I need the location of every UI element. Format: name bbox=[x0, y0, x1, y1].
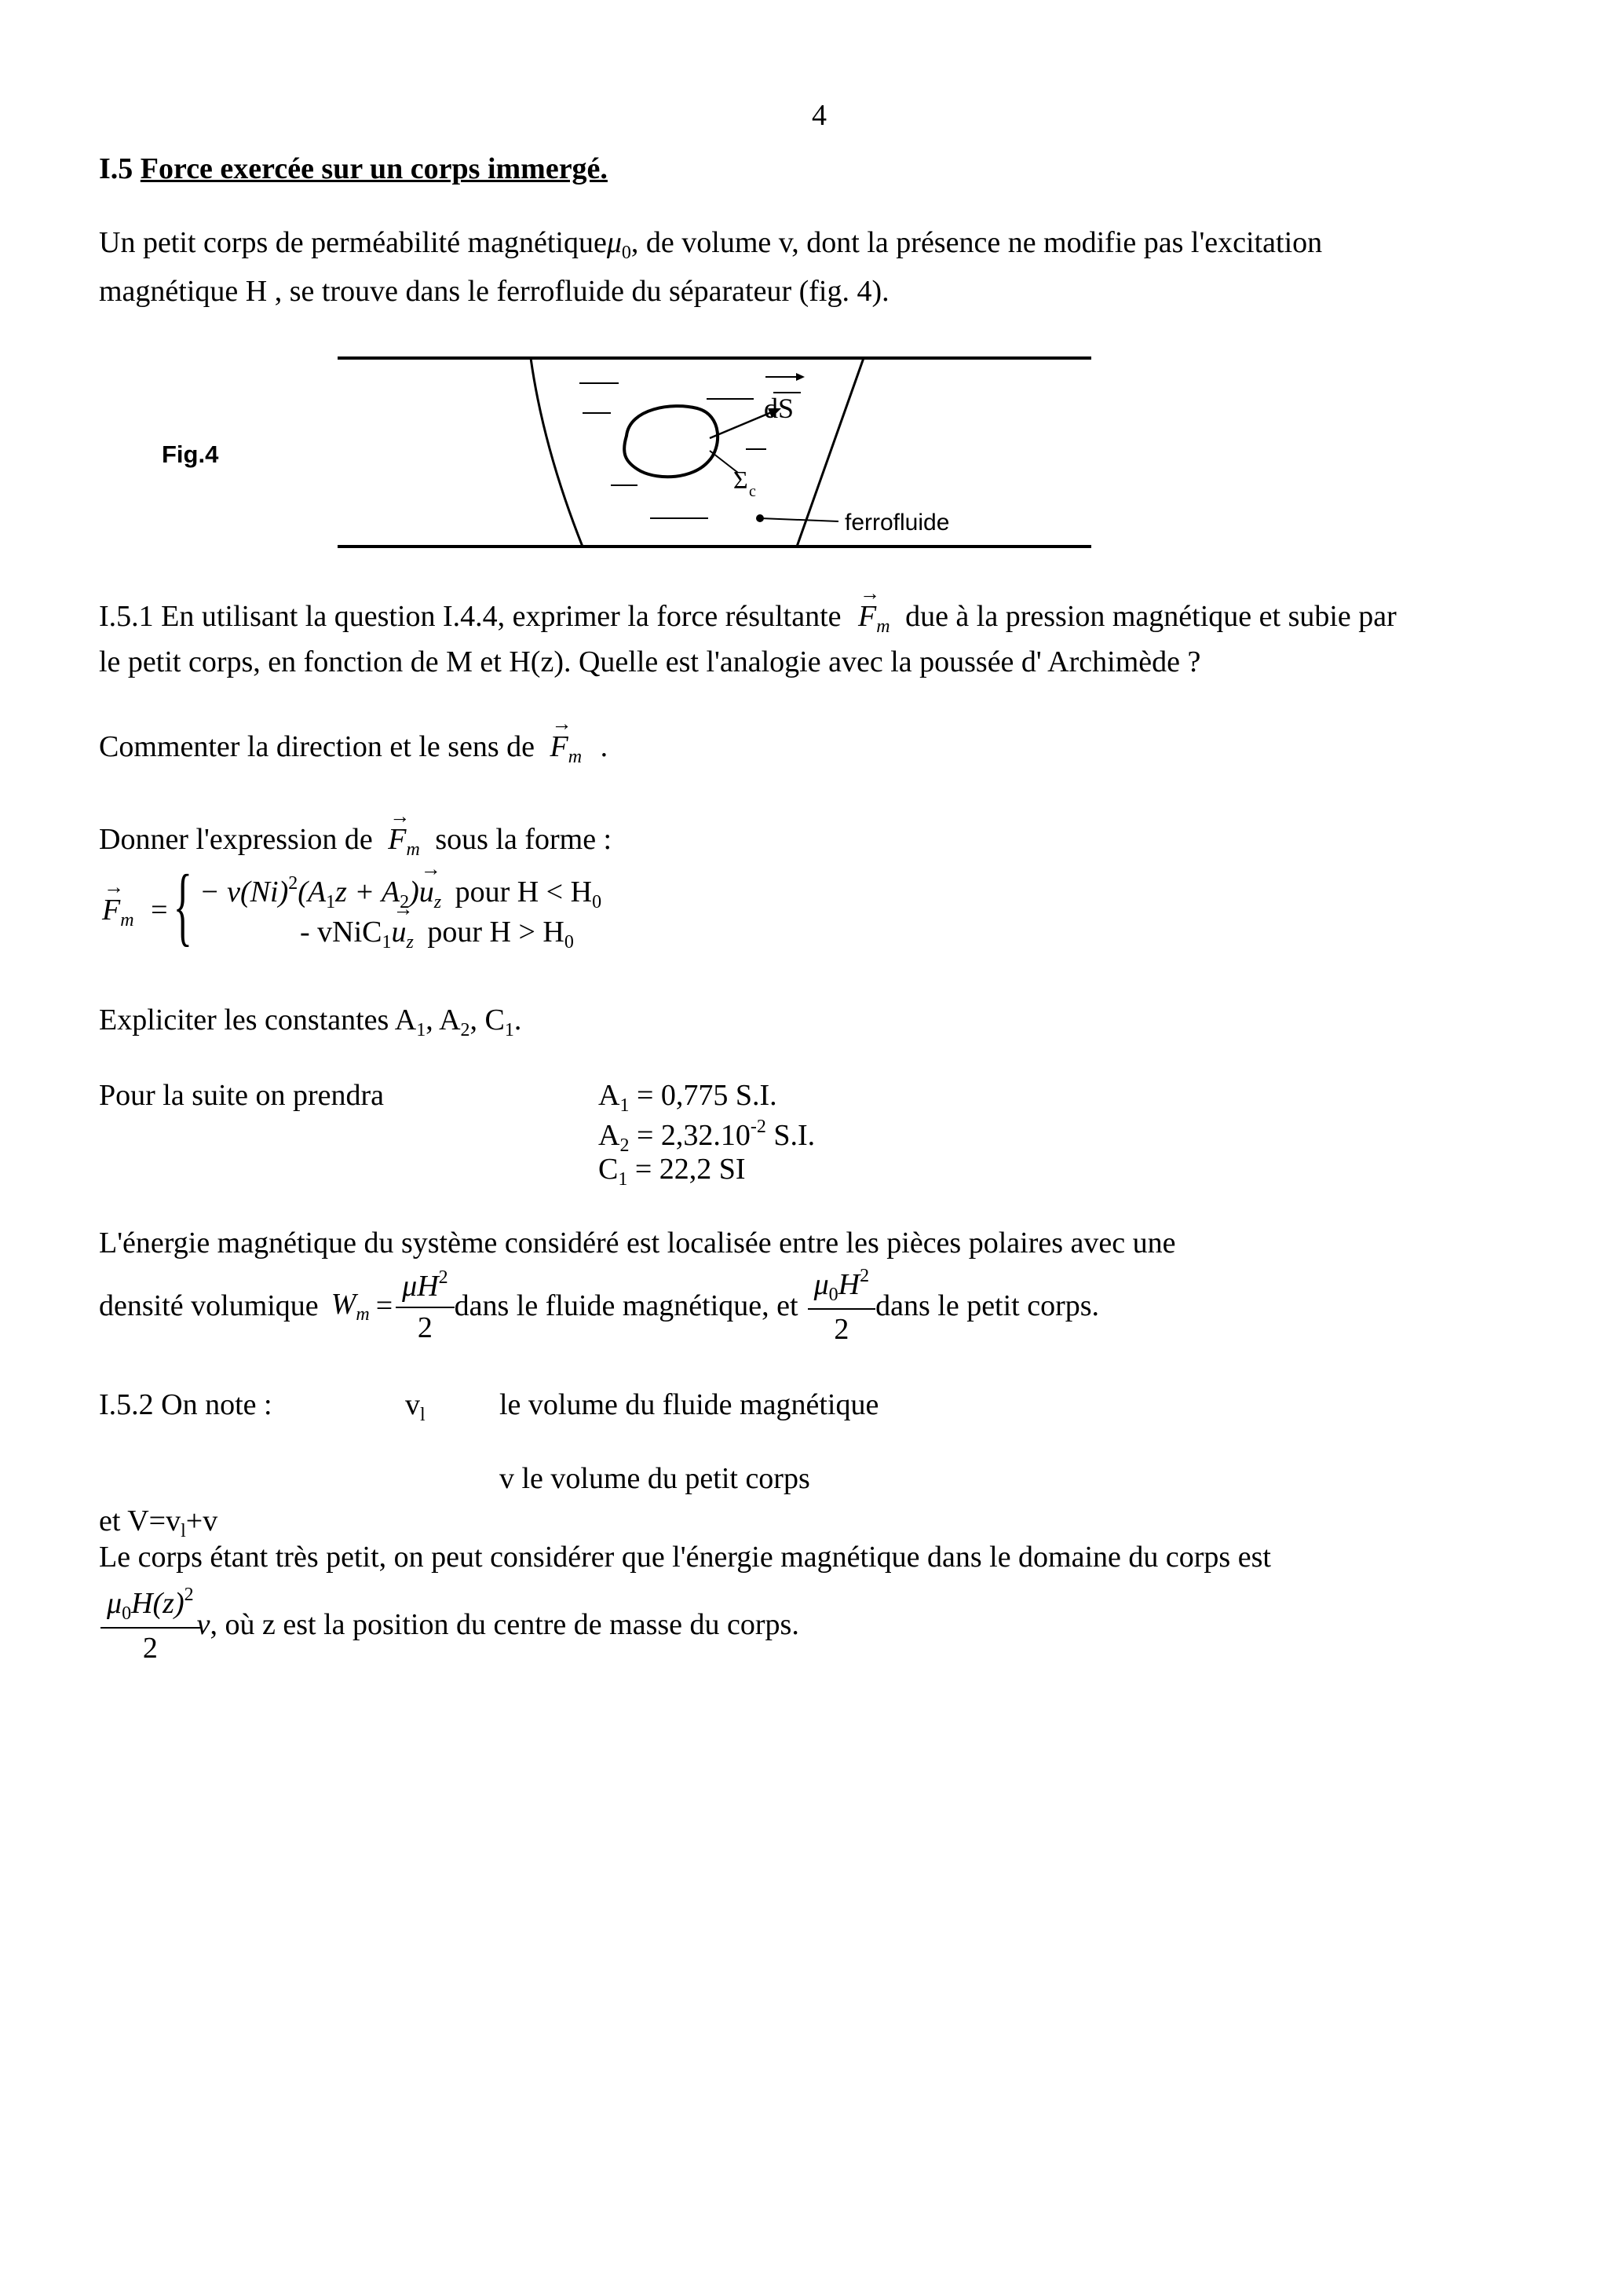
case2-sub: 1 bbox=[382, 932, 392, 952]
v1-subscript: l bbox=[420, 1405, 426, 1425]
ferrofluide-pointer-dot bbox=[756, 514, 764, 522]
w-symbol: W bbox=[331, 1288, 356, 1322]
f-symbol: F bbox=[550, 730, 568, 763]
formula-equals: = bbox=[151, 894, 168, 927]
a1-sub: 1 bbox=[416, 1020, 426, 1040]
volume-sum-a: et V=v bbox=[99, 1504, 181, 1537]
fraction-square: 2 bbox=[860, 1266, 870, 1286]
fraction-square: 2 bbox=[438, 1267, 448, 1288]
u-symbol: u bbox=[418, 876, 434, 909]
give-text-b: sous la forme : bbox=[435, 823, 612, 856]
mu0-subscript: 0 bbox=[621, 243, 631, 263]
formula-brace: { bbox=[173, 857, 192, 955]
sigma-subscript: c bbox=[749, 483, 756, 500]
section-title: Force exercée sur un corps immergé. bbox=[140, 152, 608, 185]
comment-line bbox=[99, 729, 608, 769]
figure-label: Fig.4 bbox=[162, 441, 219, 468]
case1-sub-1: 1 bbox=[326, 892, 336, 912]
value-a1 bbox=[598, 1077, 777, 1117]
a1-value: = 0,775 S.I. bbox=[629, 1079, 777, 1112]
formula-lhs bbox=[102, 892, 168, 932]
a2-sub: 2 bbox=[460, 1020, 470, 1040]
uz-vector bbox=[419, 874, 434, 912]
body-energy-expression bbox=[104, 1583, 799, 1668]
case2-term: - vNiC bbox=[300, 916, 382, 949]
uz-subscript: z bbox=[433, 892, 442, 912]
c1-value: = 22,2 SI bbox=[627, 1153, 746, 1186]
f-symbol: F bbox=[102, 894, 121, 927]
fraction-mu-sub: 0 bbox=[122, 1603, 132, 1624]
case1-term-b: (A bbox=[298, 876, 327, 909]
body-energy-tail: , où z est la position du centre de masse du corps. bbox=[210, 1608, 799, 1641]
a2-unit: S.I. bbox=[765, 1119, 816, 1152]
energy-text-a: densité volumique bbox=[99, 1289, 319, 1322]
case1-term-d: ) bbox=[409, 876, 419, 909]
intro-text-b: , de volume v, dont la présence ne modifie pas l'excitation bbox=[630, 226, 1323, 259]
case1-square: 2 bbox=[288, 873, 298, 894]
v1-description: le volume du fluide magnétique bbox=[499, 1388, 879, 1421]
comment-end: . bbox=[600, 730, 608, 763]
w-subscript: m bbox=[356, 1304, 370, 1325]
fraction-square: 2 bbox=[184, 1585, 194, 1605]
case1-sub-2: 2 bbox=[400, 892, 410, 912]
q151-line-1 bbox=[99, 598, 1397, 638]
give-text: Donner l'expression de bbox=[99, 823, 373, 856]
fm-vector bbox=[550, 729, 568, 766]
fm-vector bbox=[102, 892, 120, 930]
section-heading bbox=[99, 151, 608, 188]
case1-condition: pour H < H bbox=[455, 876, 593, 909]
fm-subscript: m bbox=[568, 747, 583, 767]
constants-text: Expliciter les constantes A bbox=[99, 1004, 417, 1036]
q151-text-b: due à la pression magnétique et subie par bbox=[905, 600, 1397, 633]
c1-symbol-sub: 1 bbox=[618, 1169, 628, 1190]
q152-line: Le corps étant très petit, on peut considérer que l'énergie magnétique dans le domaine du corps est bbox=[99, 1541, 1271, 1574]
fraction-numerator: μH bbox=[402, 1269, 439, 1303]
a1-symbol: A bbox=[598, 1079, 620, 1112]
energy-line-2 bbox=[99, 1264, 1099, 1349]
energy-fraction-body bbox=[811, 1264, 873, 1349]
constants-sep-2: , C bbox=[469, 1004, 505, 1036]
a2-value: = 2,32.10 bbox=[629, 1119, 751, 1152]
ds-label: dS bbox=[764, 393, 795, 424]
ferrofluide-pointer bbox=[760, 518, 838, 521]
sigma-label: Σ bbox=[733, 466, 748, 494]
volume-sum-sub: l bbox=[181, 1521, 186, 1541]
volume-sum bbox=[99, 1503, 217, 1543]
intro-text-a: Un petit corps de perméabilité magnétique bbox=[99, 226, 607, 259]
v1-letter: v bbox=[405, 1388, 420, 1421]
uz-subscript: z bbox=[406, 932, 414, 952]
q152-label: I.5.2 On note : bbox=[99, 1388, 272, 1421]
volume-sum-b: +v bbox=[185, 1504, 218, 1537]
energy-text-b: dans le fluide magnétique, et bbox=[454, 1289, 798, 1322]
energy-fraction-fluid bbox=[399, 1266, 451, 1347]
constants-end: . bbox=[513, 1004, 522, 1036]
q151-line-2: le petit corps, en fonction de M et H(z). Quelle est l'analogie avec la poussée d' Archimède ? bbox=[99, 645, 1201, 678]
uz-vector bbox=[392, 914, 407, 952]
intro-line-2: magnétique H , se trouve dans le ferrofluide du séparateur (fig. 4). bbox=[99, 275, 890, 308]
a2-exponent: -2 bbox=[750, 1117, 766, 1137]
fm-subscript: m bbox=[406, 839, 420, 860]
fm-vector bbox=[858, 598, 876, 636]
body-energy-fraction bbox=[104, 1583, 197, 1668]
v-description: v le volume du petit corps bbox=[499, 1462, 810, 1495]
page-number: 4 bbox=[812, 99, 827, 132]
formula-case-2 bbox=[300, 914, 574, 954]
energy-text-c: dans le petit corps. bbox=[875, 1289, 1100, 1322]
fraction-denominator: 2 bbox=[396, 1307, 455, 1347]
energy-line-1: L'énergie magnétique du système considéré est localisée entre les pièces polaires avec une bbox=[99, 1227, 1176, 1260]
a2-symbol-sub: 2 bbox=[619, 1135, 630, 1156]
f-symbol: F bbox=[858, 600, 877, 633]
fm-subscript: m bbox=[120, 910, 134, 930]
a1-symbol-sub: 1 bbox=[619, 1095, 630, 1116]
constants-line bbox=[99, 1002, 521, 1042]
case2-condition: pour H > H bbox=[427, 916, 564, 949]
fraction-h: H bbox=[838, 1268, 860, 1301]
mu0-symbol: μ bbox=[606, 226, 622, 259]
intro-line-1 bbox=[99, 225, 1322, 265]
case1-term-c: z + A bbox=[335, 876, 400, 909]
energy-equals: = bbox=[375, 1289, 393, 1322]
constants-sep-1: , A bbox=[426, 1004, 461, 1036]
section-number: I.5 bbox=[99, 152, 133, 185]
c1-sub: 1 bbox=[504, 1020, 514, 1040]
case1-term-a: − v(Ni) bbox=[199, 876, 289, 909]
fraction-denominator: 2 bbox=[808, 1308, 876, 1349]
fm-vector bbox=[388, 821, 406, 859]
h0-subscript: 0 bbox=[592, 892, 602, 912]
fraction-mu: μ bbox=[107, 1587, 122, 1620]
fraction-mu: μ bbox=[813, 1268, 829, 1301]
comment-text: Commenter la direction et le sens de bbox=[99, 730, 535, 763]
h0-subscript: 0 bbox=[564, 932, 574, 952]
c1-symbol: C bbox=[598, 1153, 619, 1186]
immersed-body-outline bbox=[624, 406, 718, 477]
u-symbol: u bbox=[391, 916, 407, 949]
figure-4-diagram bbox=[330, 345, 1099, 565]
left-pole-wall bbox=[531, 358, 583, 547]
ds-vector-arrowhead bbox=[796, 373, 805, 381]
ferrofluide-label: ferrofluide bbox=[845, 510, 950, 536]
v1-symbol bbox=[405, 1387, 426, 1427]
value-c1 bbox=[598, 1151, 746, 1191]
f-symbol: F bbox=[388, 823, 407, 856]
fraction-mu-sub: 0 bbox=[828, 1285, 838, 1305]
give-expression-line bbox=[99, 821, 612, 861]
a2-symbol: A bbox=[598, 1119, 620, 1152]
fraction-hz: H(z) bbox=[131, 1587, 184, 1620]
volume-v: v bbox=[196, 1608, 210, 1641]
fraction-denominator: 2 bbox=[100, 1627, 200, 1668]
values-intro: Pour la suite on prendra bbox=[99, 1079, 385, 1112]
q151-text-a: I.5.1 En utilisant la question I.4.4, exprimer la force résultante bbox=[99, 600, 842, 633]
fm-subscript: m bbox=[876, 616, 890, 637]
